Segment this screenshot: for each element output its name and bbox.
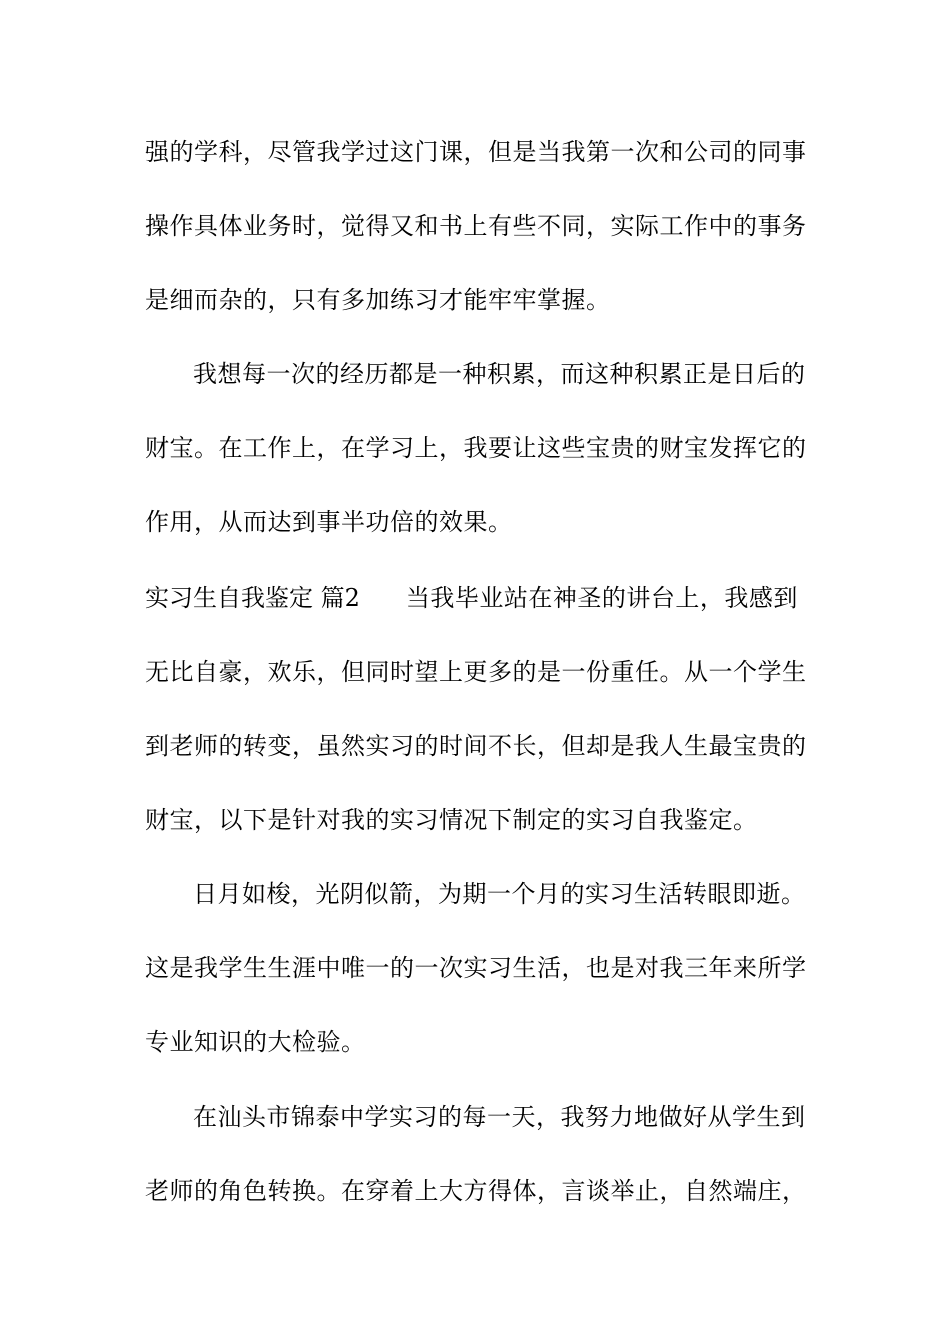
paragraph-line: 在汕头市锦泰中学实习的每一天，我努力地做好从学生到 [193, 1103, 806, 1131]
paragraph-line: 财宝。在工作上，在学习上，我要让这些宝贵的财宝发挥它的 [145, 434, 807, 462]
paragraph-line: 财宝，以下是针对我的实习情况下制定的实习自我鉴定。 [145, 806, 758, 834]
paragraph-line: 我想每一次的经历都是一种积累，而这种积累正是日后的 [193, 360, 806, 388]
paragraph-line: 操作具体业务时，觉得又和书上有些不同，实际工作中的事务 [145, 212, 807, 240]
paragraph-line: 是细而杂的，只有多加练习才能牢牢掌握。 [145, 286, 611, 314]
paragraph-line: 作用，从而达到事半功倍的效果。 [145, 508, 513, 536]
paragraph-line: 这是我学生生涯中唯一的一次实习生活，也是对我三年来所学 [145, 954, 807, 982]
paragraph-line: 无比自豪，欢乐，但同时望上更多的是一份重任。从一个学生 [145, 658, 807, 686]
paragraph-line: 专业知识的大检验。 [145, 1028, 366, 1056]
paragraph-line: 日月如梭，光阴似箭，为期一个月的实习生活转眼即逝。 [193, 880, 806, 908]
section-heading-line [145, 583, 798, 613]
paragraph-line: 当我毕业站在神圣的讲台上，我感到 [405, 584, 798, 612]
paragraph-line: 老师的角色转换。在穿着上大方得体，言谈举止，自然端庄， [145, 1177, 807, 1205]
section-heading: 实习生自我鉴定 篇2 [145, 584, 360, 612]
paragraph-line: 强的学科，尽管我学过这门课，但是当我第一次和公司的同事 [145, 138, 807, 166]
paragraph-line: 到老师的转变，虽然实习的时间不长，但却是我人生最宝贵的 [145, 732, 807, 760]
